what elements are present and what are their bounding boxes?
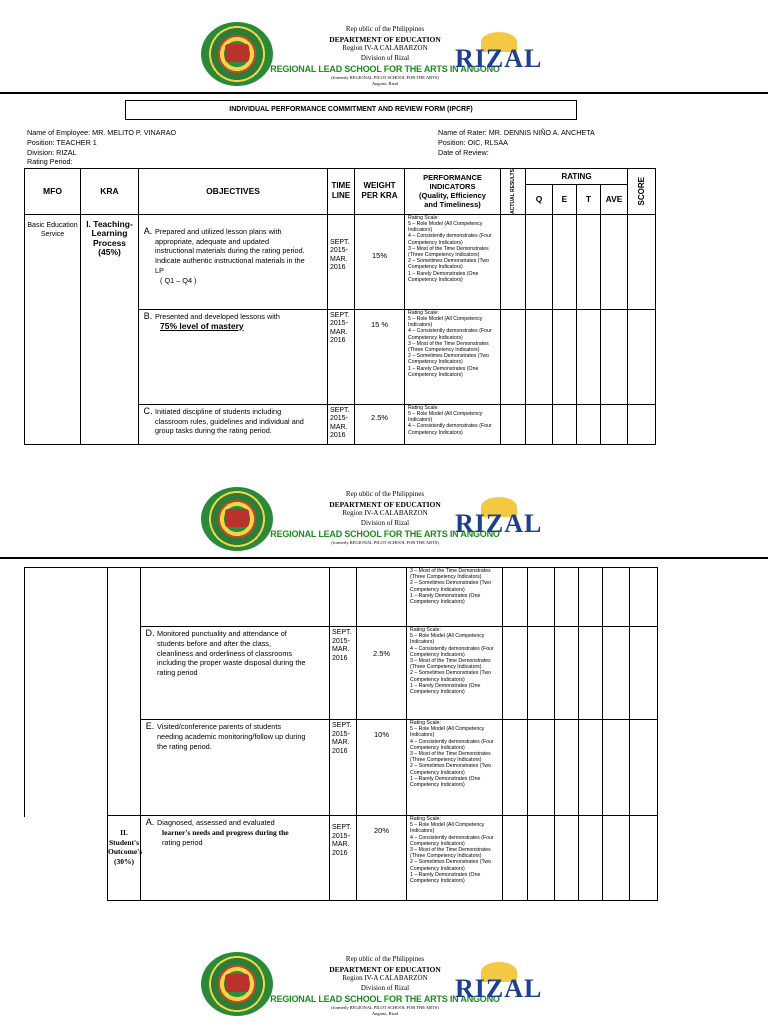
pi-line: 3 – Most of the Time Demonstrates (Three Competency Indicators) bbox=[410, 568, 491, 581]
actual-results-cell[interactable] bbox=[501, 214, 526, 309]
pi-line: 1 – Rarely Demonstrates (One Competency Indicators) bbox=[408, 270, 479, 283]
q-cell[interactable] bbox=[528, 720, 555, 816]
school-name: REGIONAL LEAD SCHOOL FOR THE ARTS IN ANGONO bbox=[270, 994, 500, 1004]
region-line: Region IV-A CALABARZON bbox=[342, 509, 428, 517]
col-pi-4: and Timeliness) bbox=[424, 200, 481, 210]
pi-line: 5 – Role Model (All Competency Indicators) bbox=[408, 316, 483, 329]
review-date: Date of Review: bbox=[438, 147, 489, 157]
performance-indicator-cell bbox=[407, 816, 503, 901]
formerly-line: (formerly REGIONAL PILOT SCHOOL FOR THE ARTS) bbox=[331, 75, 439, 80]
performance-indicator-cell bbox=[405, 404, 501, 444]
department-line: DEPARTMENT OF EDUCATION bbox=[329, 964, 441, 974]
timeline-cell: SEPT. 2015- MAR. 2016 bbox=[330, 627, 357, 720]
pi-line: 4 – Consistently demonstrates (Four Competency Indicators) bbox=[410, 645, 494, 658]
e-cell[interactable] bbox=[555, 720, 579, 816]
ipcrf-table-page-1 bbox=[24, 168, 656, 445]
department-line: DEPARTMENT OF EDUCATION bbox=[329, 34, 441, 44]
division-line: Division of Rizal bbox=[360, 53, 410, 62]
table-row bbox=[108, 568, 658, 627]
kra2-line-1: II. Student's bbox=[108, 828, 139, 847]
score-cell[interactable] bbox=[628, 214, 656, 309]
col-q: Q bbox=[526, 184, 553, 214]
timeline-cell: SEPT. 2015- MAR. 2016 bbox=[328, 309, 355, 404]
kra-line-3: Process bbox=[92, 237, 127, 248]
kra-cell-teaching bbox=[81, 214, 139, 444]
pi-line: Rating Scale: bbox=[410, 627, 441, 633]
objective-extra: 75% level of mastery bbox=[160, 320, 244, 331]
pi-line: 2 – Sometimes Demonstrates (Two Competency Indicators) bbox=[408, 258, 490, 271]
kra-line-4: (45%) bbox=[98, 247, 121, 258]
objective-letter: C. bbox=[143, 405, 153, 416]
rizal-logo bbox=[451, 495, 543, 538]
objective-letter: E. bbox=[145, 721, 155, 731]
col-actual-results bbox=[501, 169, 526, 215]
pi-line: 5 – Role Model (All Competency Indicators) bbox=[408, 221, 483, 234]
timeline-cell: SEPT. 2015- MAR. 2016 bbox=[328, 404, 355, 444]
col-pi-2: INDICATORS bbox=[429, 182, 476, 192]
timeline-cell bbox=[330, 568, 357, 627]
objective-text: Diagnosed, assessed and evaluated bbox=[157, 818, 275, 827]
letterhead-1 bbox=[0, 20, 768, 100]
pi-line: 4 – Consistently demonstrates (Four Competency Indicators) bbox=[408, 423, 492, 436]
pi-line: 5 – Role Model (All Competency Indicators) bbox=[410, 726, 485, 739]
objective-text: Prepared and utilized lesson plans with appropriate, adequate and updated instructional materials during the rating period. Indicate authentic instructional materials in the LP bbox=[155, 226, 305, 276]
performance-indicator-cell bbox=[407, 720, 503, 816]
e-cell[interactable] bbox=[553, 309, 577, 404]
t-cell[interactable] bbox=[579, 568, 603, 627]
pi-line: 1 – Rarely Demonstrates (One Competency Indicators) bbox=[410, 592, 481, 606]
employee-position: Position: TEACHER 1 bbox=[27, 137, 97, 147]
rater-info bbox=[438, 128, 595, 157]
weight-cell: 15% bbox=[355, 214, 405, 309]
region-line: Region IV-A CALABARZON bbox=[342, 44, 428, 52]
rater-name: Name of Rater: MR. DENNIS NIÑO A. ANCHETA bbox=[438, 128, 595, 137]
pi-line: 4 – Consistently demonstrates (Four Competency Indicators) bbox=[408, 233, 492, 246]
performance-indicator-cell bbox=[407, 568, 503, 627]
objective-letter: B. bbox=[143, 310, 153, 321]
performance-indicator-cell bbox=[405, 309, 501, 404]
score-cell[interactable] bbox=[630, 816, 658, 901]
actual-results-cell[interactable] bbox=[503, 568, 528, 627]
pi-line: 4 – Consistently demonstrates (Four Competency Indicators) bbox=[410, 738, 494, 751]
school-name: REGIONAL LEAD SCHOOL FOR THE ARTS IN ANGONO bbox=[270, 64, 500, 74]
pi-line: 3 – Most of the Time Demonstrates (Three Competency Indicators) bbox=[408, 340, 489, 354]
e-cell[interactable] bbox=[553, 214, 577, 309]
objective-a bbox=[139, 214, 328, 309]
pi-line: 2 – Sometimes Demonstrates (Two Competency Indicators) bbox=[410, 859, 492, 872]
objective-a-outcomes bbox=[141, 816, 330, 901]
actual-results-cell[interactable] bbox=[503, 627, 528, 720]
pi-line: 3 – Most of the Time Demonstrates (Three Competency Indicators) bbox=[410, 751, 491, 764]
e-cell[interactable] bbox=[555, 627, 579, 720]
ave-cell[interactable] bbox=[603, 627, 630, 720]
republic-line: Rep ublic of the Philippines bbox=[345, 490, 425, 498]
t-cell[interactable] bbox=[579, 816, 603, 901]
rizal-logo-text: RIZAL bbox=[455, 974, 543, 1003]
formerly-line: (formerly REGIONAL PILOT SCHOOL FOR THE ARTS) bbox=[331, 1005, 439, 1010]
pi-line: Rating Scale: bbox=[408, 214, 439, 221]
letterhead-3 bbox=[0, 950, 768, 1030]
q-cell[interactable] bbox=[526, 309, 553, 404]
page2-top-rule bbox=[24, 567, 108, 568]
header-rule-2 bbox=[0, 557, 768, 559]
objective-text: Presented and developed lessons with bbox=[155, 311, 280, 321]
ave-cell[interactable] bbox=[603, 720, 630, 816]
address-line: Angono, Rizal bbox=[371, 81, 399, 86]
republic-line: Rep ublic of the Philippines bbox=[345, 955, 425, 963]
timeline-cell: SEPT. 2015- MAR. 2016 bbox=[330, 816, 357, 901]
score-cell[interactable] bbox=[628, 404, 656, 444]
kra-cell-continued bbox=[108, 568, 141, 816]
pi-line: Rating Scale: bbox=[408, 309, 439, 316]
region-line: Region IV-A CALABARZON bbox=[342, 974, 428, 982]
col-actual-results-label: ACTUAL RESULTS bbox=[510, 169, 516, 214]
col-performance-indicators bbox=[405, 169, 501, 215]
performance-indicator-cell bbox=[405, 214, 501, 309]
ave-cell[interactable] bbox=[603, 568, 630, 627]
col-ave: AVE bbox=[601, 184, 628, 214]
employee-division: Division: RIZAL bbox=[27, 147, 77, 157]
weight-cell: 10% bbox=[357, 720, 407, 816]
letterhead-2 bbox=[0, 485, 768, 565]
score-cell[interactable] bbox=[630, 720, 658, 816]
pi-line: 5 – Role Model (All Competency Indicators) bbox=[410, 633, 485, 646]
col-e: E bbox=[553, 184, 577, 214]
score-cell[interactable] bbox=[630, 568, 658, 627]
pi-line: 5 – Role Model (All Competency Indicators) bbox=[408, 411, 483, 424]
pi-line: 4 – Consistently demonstrates (Four Competency Indicators) bbox=[408, 328, 492, 341]
school-name: REGIONAL LEAD SCHOOL FOR THE ARTS IN ANGONO bbox=[270, 529, 500, 539]
pi-line: Rating Scale: bbox=[410, 720, 441, 726]
department-line: DEPARTMENT OF EDUCATION bbox=[329, 499, 441, 509]
col-kra: KRA bbox=[81, 169, 139, 215]
pi-line: 5 – Role Model (All Competency Indicators) bbox=[410, 822, 485, 835]
objective-letter: D. bbox=[145, 628, 155, 638]
objective-extra: learner's needs and progress during the bbox=[162, 827, 289, 837]
ave-cell[interactable] bbox=[603, 816, 630, 901]
kra-cell-students-outcomes bbox=[108, 816, 141, 901]
col-timeline-2: LINE bbox=[331, 191, 351, 201]
pi-line: Rating Scale: bbox=[408, 404, 439, 411]
kra-line-1: I. Teaching- bbox=[86, 218, 133, 229]
formerly-line: (formerly REGIONAL PILOT SCHOOL FOR THE ARTS) bbox=[331, 540, 439, 545]
t-cell[interactable] bbox=[577, 214, 601, 309]
objective-e bbox=[141, 720, 330, 816]
pi-line: 4 – Consistently demonstrates (Four Competency Indicators) bbox=[410, 834, 494, 847]
col-t: T bbox=[577, 184, 601, 214]
table-row bbox=[108, 627, 658, 720]
objective-b bbox=[139, 309, 328, 404]
table-row bbox=[25, 214, 656, 309]
score-cell[interactable] bbox=[628, 309, 656, 404]
objective-continued bbox=[141, 568, 330, 627]
rater-position: Position: OIC, RLSAA bbox=[438, 137, 508, 147]
objective-extra-2: rating period bbox=[162, 837, 203, 847]
weight-cell: 2.5% bbox=[355, 404, 405, 444]
q-cell[interactable] bbox=[528, 568, 555, 627]
employee-name: Name of Employee: MR. MELITO P. VINARAO bbox=[27, 128, 177, 137]
kra2-line-3: (30%) bbox=[114, 856, 134, 866]
division-line: Division of Rizal bbox=[360, 983, 410, 992]
col-objectives: OBJECTIVES bbox=[139, 169, 328, 215]
q-cell[interactable] bbox=[528, 816, 555, 901]
pi-line: 2 – Sometimes Demonstrates (Two Competency Indicators) bbox=[408, 353, 490, 366]
q-cell[interactable] bbox=[526, 214, 553, 309]
pi-line: 1 – Rarely Demonstrates (One Competency Indicators) bbox=[410, 871, 481, 885]
pi-line: 2 – Sometimes Demonstrates (Two Competency Indicators) bbox=[410, 763, 492, 776]
e-cell[interactable] bbox=[555, 816, 579, 901]
pi-line: 1 – Rarely Demonstrates (One Competency Indicators) bbox=[408, 365, 479, 378]
col-pi-3: (Quality, Efficiency bbox=[419, 191, 486, 201]
objective-text: Visited/conference parents of students needing academic monitoring/follow up during the rating period. bbox=[157, 722, 306, 751]
pi-line: 3 – Most of the Time Demonstrates (Three Competency Indicators) bbox=[410, 658, 491, 671]
weight-cell: 20% bbox=[357, 816, 407, 901]
timeline-cell: SEPT. 2015- MAR. 2016 bbox=[328, 214, 355, 309]
ave-cell[interactable] bbox=[601, 214, 628, 309]
kra2-line-2: Outcome's bbox=[108, 847, 143, 856]
timeline-cell: SEPT. 2015- MAR. 2016 bbox=[330, 720, 357, 816]
page2-left-rule bbox=[24, 567, 25, 817]
pi-line: 1 – Rarely Demonstrates (One Competency Indicators) bbox=[410, 682, 481, 696]
col-timeline bbox=[328, 169, 355, 215]
header-rule-1 bbox=[0, 92, 768, 94]
col-mfo: MFO bbox=[25, 169, 81, 215]
e-cell[interactable] bbox=[553, 404, 577, 444]
t-cell[interactable] bbox=[577, 309, 601, 404]
mfo-cell: Basic Education Service bbox=[25, 214, 81, 444]
t-cell[interactable] bbox=[577, 404, 601, 444]
table-row bbox=[108, 720, 658, 816]
col-score bbox=[628, 169, 656, 215]
objective-text: Monitored punctuality and attendance of students before and after the class, cleanliness and orderliness of classrooms including the proper waste disposal during the rating period bbox=[157, 629, 306, 678]
objective-text: Initiated discipline of students including classroom rules, guidelines and individual and group tasks during the rating period. bbox=[155, 406, 304, 436]
pi-line: 2 – Sometimes Demonstrates (Two Competency Indicators) bbox=[410, 670, 492, 683]
pi-line: 1 – Rarely Demonstrates (One Competency Indicators) bbox=[410, 775, 481, 789]
col-rating: RATING bbox=[526, 169, 628, 185]
republic-line: Rep ublic of the Philippines bbox=[345, 25, 425, 33]
actual-results-cell[interactable] bbox=[503, 816, 528, 901]
col-weight bbox=[355, 169, 405, 215]
actual-results-cell[interactable] bbox=[501, 309, 526, 404]
actual-results-cell[interactable] bbox=[503, 720, 528, 816]
col-pi-1: PERFORMANCE bbox=[423, 173, 482, 183]
division-line: Division of Rizal bbox=[360, 518, 410, 527]
rating-period: Rating Period: bbox=[27, 157, 73, 167]
t-cell[interactable] bbox=[579, 627, 603, 720]
pi-line: 2 – Sometimes Demonstrates (Two Competency Indicators) bbox=[410, 580, 492, 593]
rizal-logo bbox=[451, 30, 543, 73]
q-cell[interactable] bbox=[526, 404, 553, 444]
col-timeline-1: TIME bbox=[331, 181, 351, 191]
kra-line-2: Learning bbox=[91, 228, 128, 239]
table-row bbox=[108, 816, 658, 901]
col-score-label: SCORE bbox=[637, 177, 647, 206]
employee-info bbox=[27, 128, 176, 167]
weight-cell: 2.5% bbox=[357, 627, 407, 720]
objective-letter: A. bbox=[143, 225, 153, 236]
t-cell[interactable] bbox=[579, 720, 603, 816]
weight-cell: 15 % bbox=[355, 309, 405, 404]
score-cell[interactable] bbox=[630, 627, 658, 720]
ipcrf-table-page-2 bbox=[107, 567, 658, 901]
performance-indicator-cell bbox=[407, 627, 503, 720]
ave-cell[interactable] bbox=[601, 309, 628, 404]
objective-c bbox=[139, 404, 328, 444]
objective-extra: ( Q1 – Q4 ) bbox=[160, 275, 197, 285]
col-weight-2: PER KRA bbox=[361, 191, 398, 201]
objective-letter: A. bbox=[145, 817, 155, 827]
rizal-logo-text: RIZAL bbox=[455, 44, 543, 73]
rizal-logo bbox=[451, 960, 543, 1003]
e-cell[interactable] bbox=[555, 568, 579, 627]
objective-d bbox=[141, 627, 330, 720]
rizal-logo-text: RIZAL bbox=[455, 509, 543, 538]
pi-line: 3 – Most of the Time Demonstrates (Three Competency Indicators) bbox=[410, 847, 491, 860]
address-line: Angono, Rizal bbox=[371, 1011, 399, 1016]
pi-line: 3 – Most of the Time Demonstrates (Three Competency Indicators) bbox=[408, 245, 489, 259]
col-weight-1: WEIGHT bbox=[363, 181, 396, 191]
weight-cell bbox=[357, 568, 407, 627]
pi-line: Rating Scale: bbox=[410, 816, 441, 822]
actual-results-cell[interactable] bbox=[501, 404, 526, 444]
q-cell[interactable] bbox=[528, 627, 555, 720]
ave-cell[interactable] bbox=[601, 404, 628, 444]
form-title: INDIVIDUAL PERFORMANCE COMMITMENT AND REVIEW FORM (IPCRF) bbox=[125, 100, 577, 120]
